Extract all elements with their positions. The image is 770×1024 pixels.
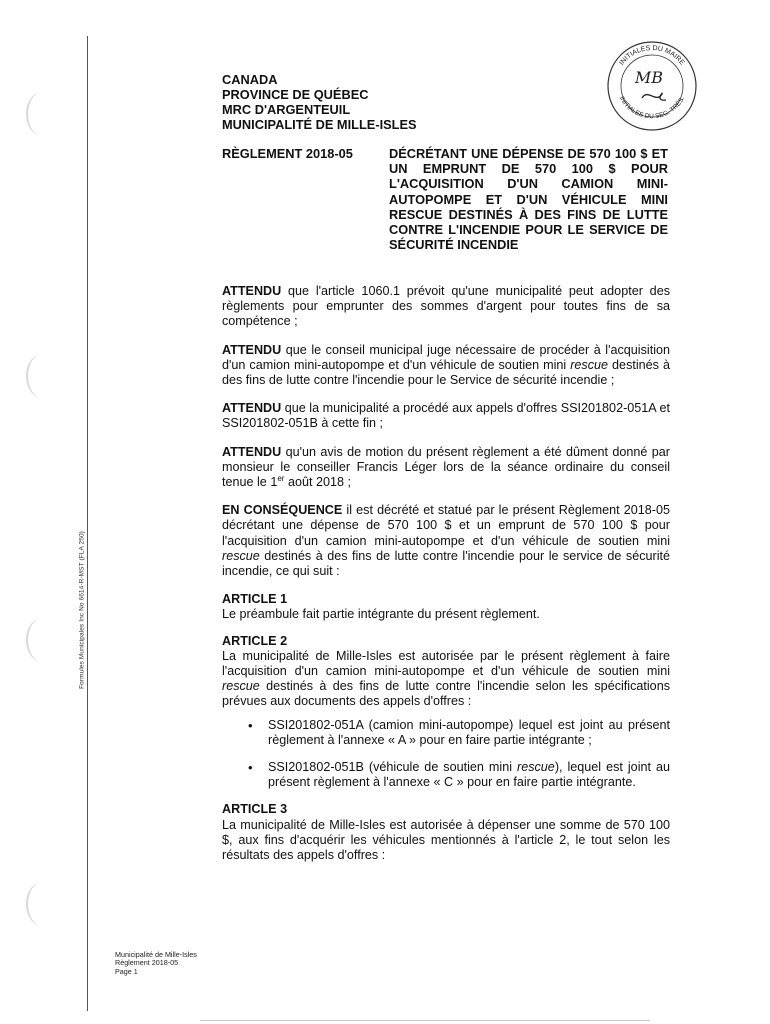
secretary-signature [642, 93, 666, 100]
preamble-paragraph [222, 284, 670, 330]
header-province: PROVINCE DE QUÉBEC [222, 87, 369, 102]
article-2-title: ARTICLE 2 [222, 633, 288, 648]
preamble-paragraph [222, 401, 670, 431]
list-item [268, 718, 670, 748]
seal-bottom-text: INITIALES DU SEC.-TRÉS. [617, 95, 687, 121]
punch-hole-mark [26, 618, 58, 662]
left-margin-rule [87, 36, 88, 1011]
article-2-text-a: La municipalité de Mille-Isles est autorisée par le présent règlement à faire l'acquisition d'un camion mini-autopompe et d'un véhicule de soutien mini [222, 648, 670, 679]
consequence-text: il est décrété et statué par le présent Règlement 2018-05 décrétant une dépense de 570 100 $ et un emprunt de 570 100 $ pour l'acquisition d'un camion mini-autopompe et d'un véhicule de soutien mini [222, 503, 670, 548]
preamble-text: destinés à des fins de lutte contre l'incendie pour le Service de sécurité incendie ; [222, 357, 670, 388]
list-item-text: SSI201802-051A (camion mini-autopompe) lequel est joint au présent règlement à l'annexe « A » pour en faire partie intégrante ; [268, 717, 670, 747]
list-item [268, 760, 670, 790]
page-footer [115, 951, 197, 976]
document-body [222, 284, 670, 874]
article-2-text-b: destinés à des fins de lutte contre l'incendie selon les spécifications prévues aux documents des appels d'offres : [222, 679, 670, 709]
preamble-text: que la municipalité a procédé aux appels d'offres SSI201802-051A et SSI201802-051B à cette fin ; [222, 401, 670, 431]
list-item-text: SSI201802-051B (véhicule de soutien mini [268, 760, 517, 775]
preamble-lead: ATTENDU [222, 401, 282, 416]
preamble-text: août 2018 ; [284, 475, 351, 490]
punch-hole-mark [26, 92, 58, 136]
preamble-lead: ATTENDU [222, 284, 282, 298]
preamble-text: qu'un avis de motion du présent règlement a été dûment donné par monsieur le conseiller Francis Léger lors de la séance ordinaire du conseil tenue le 1 [222, 444, 670, 490]
reglement-number: RÈGLEMENT 2018-05 [222, 146, 353, 161]
footer-municipality: Municipalité de Mille-Isles [115, 950, 197, 959]
form-reference-vertical: Formules Municipales Inc No 6614-R-MST (FLA 250) [78, 531, 86, 689]
article-3-text: La municipalité de Mille-Isles est autorisée à dépenser une somme de 570 100 $, aux fins d'acquérir les véhicules mentionnés à l'article 2, le tout selon les résultats des appels d'offres : [222, 817, 670, 863]
superscript-er: er [277, 473, 285, 483]
article-1-title: ARTICLE 1 [222, 592, 288, 607]
header-mrc: MRC D'ARGENTEUIL [222, 102, 351, 117]
preamble-text: que l'article 1060.1 prévoit qu'une municipalité peut adopter des règlements pour emprunter des sommes d'argent pour toutes fins de sa compétence ; [222, 284, 670, 329]
preamble-paragraph [222, 343, 670, 389]
tender-list [222, 718, 670, 791]
seal-top-text: INITIALES DU MAIRE [618, 44, 686, 67]
preamble-paragraph [222, 445, 670, 491]
article-2-italic: rescue [222, 679, 260, 694]
consequence-italic: rescue [222, 548, 260, 563]
mayor-initials: MB [634, 68, 664, 87]
reglement-title: DÉCRÉTANT UNE DÉPENSE DE 570 100 $ ET UN EMPRUNT DE 570 100 $ POUR L'ACQUISITION D'UN CAMION MINI-AUTOPOMPE ET D'UN VÉHICULE MINI RESCUE DESTINÉS À DES FINS DE LUTTE CONTRE L'INCENDIE POUR LE SERVICE DE SÉCURITÉ INCENDIE [389, 146, 668, 253]
preamble-lead: ATTENDU [222, 342, 282, 357]
punch-hole-mark [26, 354, 58, 398]
footer-reglement: Règlement 2018-05 [115, 958, 179, 968]
list-item-italic: rescue [517, 760, 555, 775]
preamble-lead: ATTENDU [222, 444, 282, 459]
punch-hole-mark [26, 882, 58, 926]
header-municipality: MUNICIPALITÉ DE MILLE-ISLES [222, 117, 417, 132]
document-header [222, 72, 417, 132]
article-3-title: ARTICLE 3 [222, 802, 288, 817]
preamble-text: que le conseil municipal juge nécessaire de procéder à l'acquisition d'un camion mini-autopompe et d'un véhicule de soutien mini [222, 342, 670, 372]
preamble-italic: rescue [570, 357, 609, 372]
initials-seal [604, 38, 700, 134]
header-country: CANADA [222, 72, 278, 87]
bottom-edge-line [200, 1020, 650, 1021]
consequence-text: destinés à des fins de lutte contre l'incendie pour le service de sécurité incendie, ce qui suit : [222, 548, 670, 579]
consequence-lead: EN CONSÉQUENCE [222, 503, 343, 518]
article-2-text [222, 649, 670, 710]
consequence-paragraph [222, 503, 670, 579]
article-1-text: Le préambule fait partie intégrante du présent règlement. [222, 607, 540, 622]
list-item-text: ), lequel est joint au présent règlement à l'annexe « C » pour en faire partie intégrante. [268, 760, 670, 790]
footer-page-number: Page 1 [115, 966, 138, 976]
